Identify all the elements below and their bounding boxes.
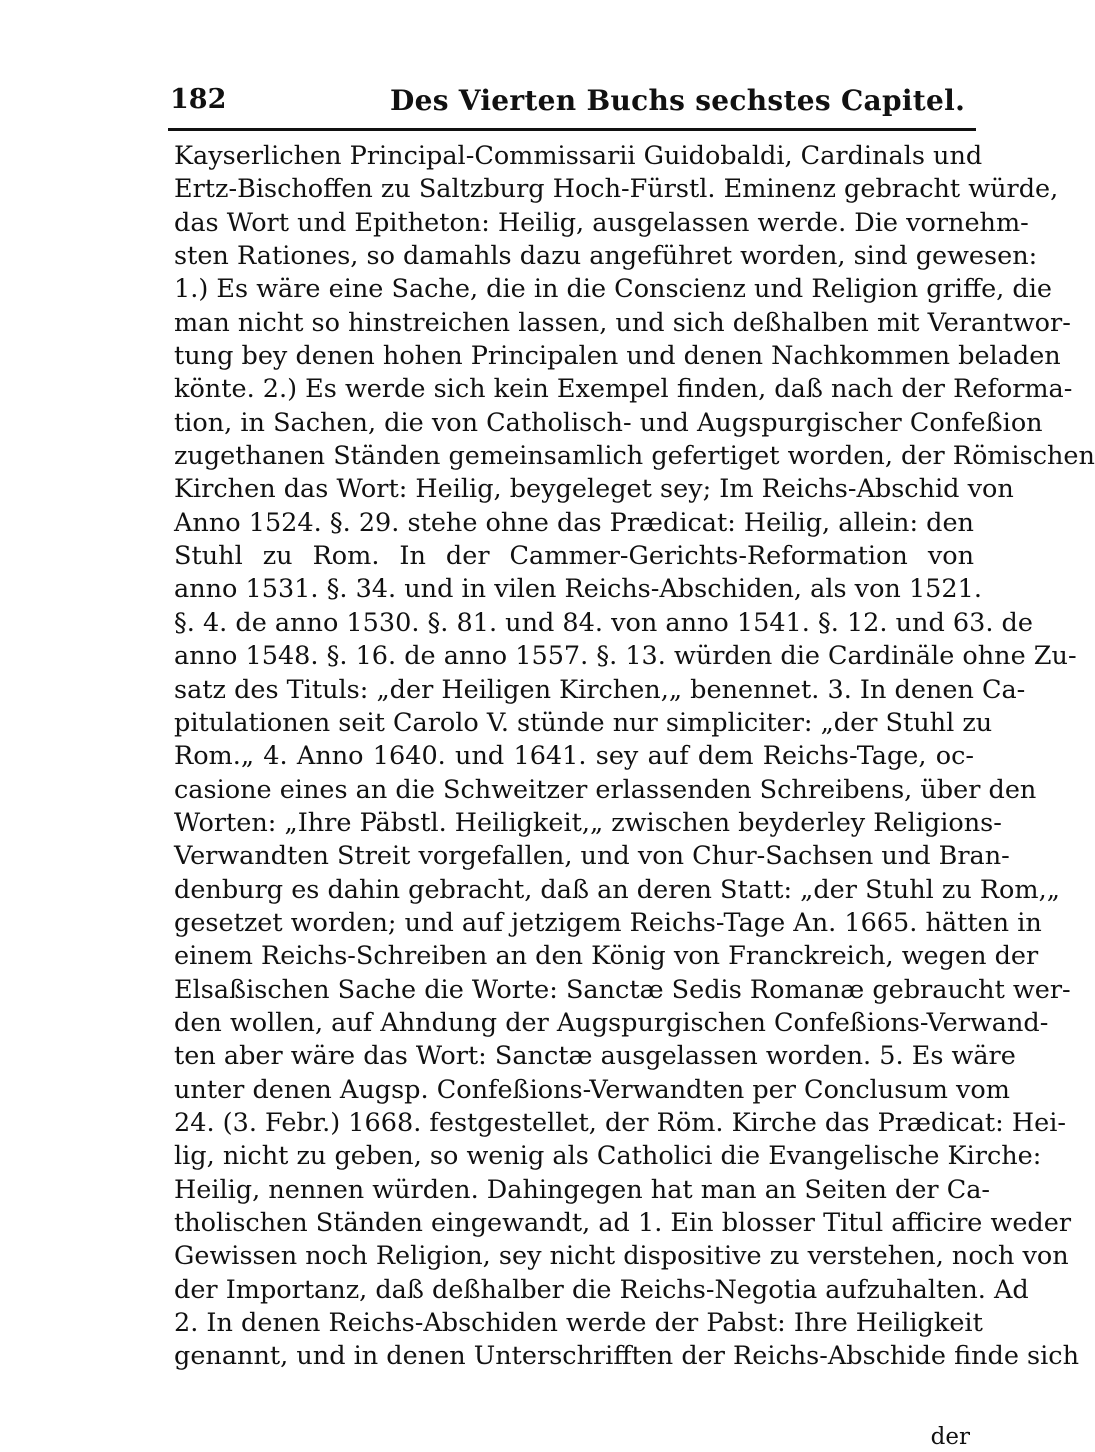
text-line: ten aber wäre das Wort: Sanctæ ausgelassen worden. 5. Es wäre	[174, 1041, 1016, 1072]
text-line: Heilig, nennen würden. Dahingegen hat man an Seiten der Ca-	[174, 1174, 991, 1205]
text-line: tion, in Sachen, die von Catholisch- und Augspurgischer Confeßion	[174, 407, 1043, 438]
page-header	[168, 72, 976, 131]
text-line: denburg es dahin gebracht, daß an deren Statt: „der Stuhl zu Rom,„	[174, 874, 1060, 905]
text-line: Worten: „Ihre Päbstl. Heiligkeit,„ zwischen beyderley Religions-	[174, 807, 1002, 838]
text-line: könte. 2.) Es werde sich kein Exempel finden, daß nach der Reforma-	[174, 374, 1073, 405]
text-line: einem Reichs-Schreiben an den König von Franckreich, wegen der	[174, 941, 1039, 972]
text-line: pitulationen seit Carolo V. stünde nur simpliciter: „der Stuhl zu	[174, 707, 993, 738]
text-line: gesetzet worden; und auf jetzigem Reichs-Tage An. 1665. hätten in	[174, 907, 1042, 938]
text-line: 2. In denen Reichs-Abschiden werde der Pabst: Ihre Heiligkeit	[174, 1308, 983, 1339]
text-line: sten Rationes, so damahls dazu angeführet worden, sind gewesen:	[174, 241, 1038, 272]
page-number: 182	[170, 84, 227, 115]
text-line: man nicht so hinstreichen lassen, und sich deßhalben mit Verantwor-	[174, 307, 1071, 338]
text-line: Anno 1524. §. 29. stehe ohne das Prædicat: Heilig, allein: den	[174, 507, 974, 538]
text-line: Rom.„ 4. Anno 1640. und 1641. sey auf dem Reichs-Tage, oc-	[174, 741, 974, 772]
text-line: den wollen, auf Ahndung der Augspurgischen Confeßions-Verwand-	[174, 1007, 1049, 1038]
text-line: 24. (3. Febr.) 1668. festgestellet, der Röm. Kirche das Prædicat: Hei-	[174, 1107, 1066, 1138]
text-line: zugethanen Ständen gemeinsamlich gefertiget worden, der Römischen	[174, 441, 1095, 472]
text-line: Gewissen noch Religion, sey nicht dispositive zu verstehen, noch von	[174, 1241, 1069, 1272]
text-line: der Importanz, daß deßhalber die Reichs-Negotia aufzuhalten. Ad	[174, 1274, 1029, 1305]
text-line: lig, nicht zu geben, so wenig als Catholici die Evangelische Kirche:	[174, 1141, 1042, 1172]
body-text	[174, 140, 1095, 1374]
text-line: unter denen Augsp. Confeßions-Verwandten per Conclusum vom	[174, 1074, 1010, 1105]
text-line: satz des Tituls: „der Heiligen Kirchen,„ benennet. 3. In denen Ca-	[174, 674, 1026, 705]
text-line: tung bey denen hohen Principalen und denen Nachkommen beladen	[174, 341, 1061, 372]
text-line: Kirchen das Wort: Heilig, beygeleget sey; Im Reichs-Abschid von	[174, 474, 1014, 505]
text-line: Elsaßischen Sache die Worte: Sanctæ Sedis Romanæ gebraucht wer-	[174, 974, 1071, 1005]
running-head: Des Vierten Buchs sechstes Capitel.	[390, 84, 966, 117]
text-line: Ertz-Bischoffen zu Saltzburg Hoch-Fürstl. Eminenz gebracht würde,	[174, 174, 1059, 205]
text-line: Stuhl zu Rom. In der Cammer-Gerichts-Reformation von	[174, 541, 974, 572]
text-line: anno 1548. §. 16. de anno 1557. §. 13. würden die Cardinäle ohne Zu-	[174, 641, 1077, 672]
text-line: anno 1531. §. 34. und in vilen Reichs-Abschiden, als von 1521.	[174, 574, 982, 605]
text-line: tholischen Ständen eingewandt, ad 1. Ein blosser Titul afficire weder	[174, 1208, 1072, 1238]
catchword: der	[930, 1424, 970, 1450]
text-line: casione eines an die Schweitzer erlassenden Schreibens, über den	[174, 774, 1037, 805]
text-line: §. 4. de anno 1530. §. 81. und 84. von anno 1541. §. 12. und 63. de	[174, 607, 1033, 638]
text-line: genannt, und in denen Unterschrifften der Reichs-Abschide finde sich	[174, 1341, 1079, 1372]
text-line: Verwandten Streit vorgefallen, und von Chur-Sachsen und Bran-	[174, 841, 1010, 872]
text-line: das Wort und Epitheton: Heilig, ausgelassen werde. Die vornehm-	[174, 207, 1029, 238]
text-line: 1.) Es wäre eine Sache, die in die Conscienz und Religion griffe, die	[174, 274, 1052, 305]
text-line: Kayserlichen Principal-Commissarii Guidobaldi, Cardinals und	[174, 141, 983, 171]
